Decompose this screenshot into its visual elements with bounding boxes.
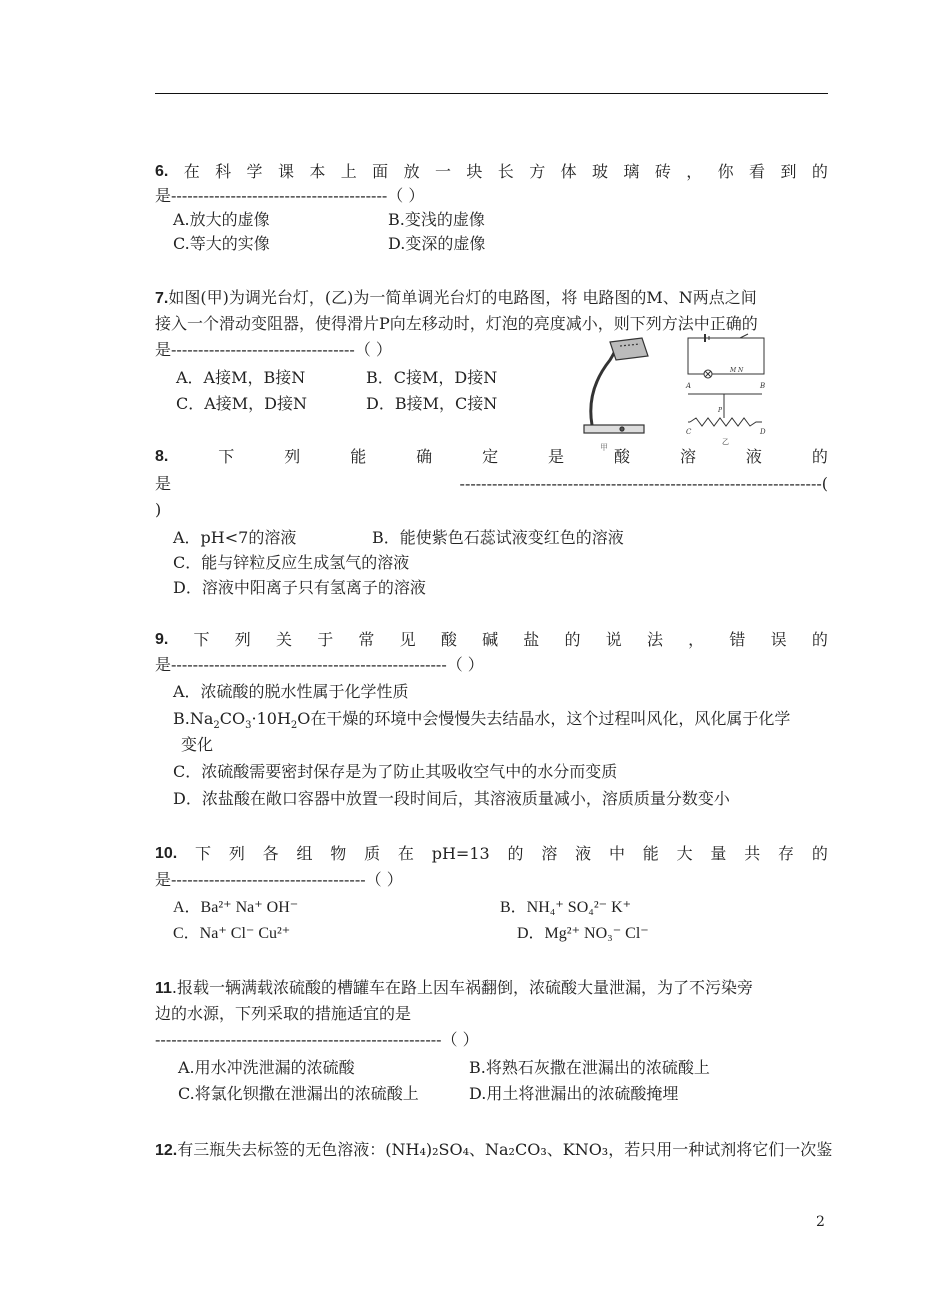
q6-char: 到 (780, 162, 797, 181)
q9-char: 常 (358, 630, 375, 649)
q10-char: 物 (330, 844, 347, 863)
q10-option-b: B．NH₄⁺ SO₄²⁻ K⁺ (500, 899, 632, 916)
q9-char: 于 (317, 630, 334, 649)
q6-char: 块 (466, 162, 483, 181)
q6-option-b: B.变浅的虚像 (388, 210, 485, 229)
label-M: M (730, 367, 737, 374)
q8-char: 溶 (679, 447, 696, 466)
q8-option-b: B．能使紫色石蕊试液变红色的溶液 (372, 528, 624, 547)
q6-char: 长 (497, 162, 514, 181)
q9-option-c: C．浓硫酸需要密封保存是为了防止其吸收空气中的水分而变质 (173, 762, 618, 781)
q10-char: 在 (397, 844, 414, 863)
q9-b-sub: 2 (290, 720, 298, 732)
desk-lamp-illustration (584, 338, 648, 433)
q8-char: 确 (416, 447, 433, 466)
q9-char: 下 (193, 630, 210, 649)
q9-b-text: CO (219, 709, 246, 728)
q8-char: 是 (548, 447, 565, 466)
q6-char: 科 (215, 162, 232, 181)
q9-number: 9. (155, 631, 169, 648)
header-rule (155, 93, 828, 94)
q10-char: 溶 (541, 844, 558, 863)
q11-line3: -----------------------------------------------------（ ） (155, 1030, 479, 1049)
q11-option-b: B.将熟石灰撒在泄漏出的浓硫酸上 (469, 1058, 710, 1077)
q7-line2: 接入一个滑动变阻器，使得滑片P向左移动时，灯泡的亮度减小，则下列方法中正确的 (155, 314, 758, 333)
q10-option-c: C．Na⁺ Cl⁻ Cu²⁺ (173, 925, 291, 942)
q7-option-b: B．C接M，D接N (366, 368, 498, 387)
q6-char: 璃 (623, 162, 640, 181)
q10-line1 (155, 844, 828, 864)
q8-char: 的 (811, 447, 828, 466)
q6-char: 学 (246, 162, 263, 181)
q8-char: 定 (482, 447, 499, 466)
q9-char: 的 (811, 630, 828, 649)
q9-b-sub: 3 (245, 720, 252, 732)
q9-char: ， (688, 630, 705, 649)
q6-char: 一 (434, 162, 451, 181)
q9-char: 盐 (523, 630, 540, 649)
label-C: C (686, 428, 692, 436)
figure-label-jia: 甲 (600, 443, 608, 452)
q9-char: 见 (399, 630, 416, 649)
q11-option-d: D.用土将泄漏出的浓硫酸掩埋 (469, 1084, 679, 1103)
q7-option-a: A．A接M，B接N (176, 368, 306, 387)
q9-b-sub: 2 (213, 720, 220, 732)
q7-line3: 是----------------------------------（ ） (155, 340, 392, 359)
q8-line3: ) (155, 500, 162, 519)
q9-char: 法 (646, 630, 663, 649)
q7-text: 如图(甲)为调光台灯，(乙)为一简单调光台灯的电路图，将 电路图的M、N两点之间 (168, 288, 757, 307)
q10-char: 大 (676, 844, 693, 863)
q6-number: 6. (155, 163, 169, 180)
q6-char: 本 (309, 162, 326, 181)
q9-b-text: O在干燥的环境中会慢慢失去结晶水，这个过程叫风化，风化属于化学 (297, 709, 791, 728)
q10-char: 的 (811, 844, 828, 863)
label-A: A (686, 382, 692, 390)
q10-char: 组 (296, 844, 313, 863)
figure-label-yi: 乙 (722, 438, 729, 446)
q8-option-c: C．能与锌粒反应生成氢气的溶液 (173, 553, 410, 572)
q9-char: 误 (770, 630, 787, 649)
q6-line1 (155, 162, 828, 182)
label-N: N (738, 367, 744, 374)
q9-option-a: A．浓硫酸的脱水性属于化学性质 (173, 682, 409, 701)
q6-char: 上 (340, 162, 357, 181)
q11-line1 (155, 978, 753, 999)
q9-option-d: D．浓盐酸在敞口容器中放置一段时间后，其溶液质量减小，溶质质量分数变小 (173, 789, 730, 808)
q8-char: 下 (218, 447, 235, 466)
q10-char: 中 (608, 844, 625, 863)
lamp-circuit-figure (580, 330, 780, 460)
q6-char: 在 (183, 162, 200, 181)
q8-char: 列 (284, 447, 301, 466)
q8-line2-dash: -------------------------------------------------------------------( (459, 474, 828, 493)
q10-char: 下 (195, 844, 212, 863)
circuit-diagram (688, 334, 764, 426)
q9-char: 列 (234, 630, 251, 649)
q8-line1 (155, 447, 828, 467)
q10-char: 的 (507, 844, 524, 863)
q10-char: 列 (228, 844, 245, 863)
q12-number: 12. (155, 1142, 178, 1159)
page-number: 2 (816, 1214, 825, 1230)
q6-char: 玻 (592, 162, 609, 181)
q6-line2: 是----------------------------------------（ ） (155, 186, 425, 205)
q9-line1 (155, 630, 828, 650)
q8-char: 能 (350, 447, 367, 466)
q8-number: 8. (155, 448, 169, 465)
label-P: P (718, 407, 723, 414)
q10-option-a: A．Ba²⁺ Na⁺ OH⁻ (173, 899, 299, 916)
q9-option-b-continued: 变化 (181, 735, 214, 754)
q12-line1 (155, 1140, 832, 1161)
q8-option-d: D．溶液中阳离子只有氢离子的溶液 (173, 578, 426, 597)
q6-char: 砖 (654, 162, 671, 181)
q11-number: 11 (155, 980, 172, 997)
q9-option-b (173, 709, 791, 732)
q10-option-d: D．Mg²⁺ NO₃⁻ Cl⁻ (517, 925, 649, 942)
q6-char: 的 (811, 162, 828, 181)
q10-char: 存 (778, 844, 795, 863)
q6-option-d: D.变深的虚像 (388, 234, 486, 253)
q6-char: 课 (277, 162, 294, 181)
q9-char: 说 (605, 630, 622, 649)
q10-char: 共 (744, 844, 761, 863)
q10-char: 能 (642, 844, 659, 863)
q7-option-d: D．B接M，C接N (366, 394, 498, 413)
q6-char: ， (686, 162, 703, 181)
q10-char: 质 (364, 844, 381, 863)
q10-line2: 是------------------------------------（ ） (155, 870, 403, 889)
q6-char: 放 (403, 162, 420, 181)
q8-option-a: A．pH<7的溶液 (173, 528, 297, 547)
q8-char: 液 (745, 447, 762, 466)
q9-line2: 是---------------------------------------------------（ ） (155, 655, 484, 674)
q6-char: 面 (372, 162, 389, 181)
q12-text: 有三瓶失去标签的无色溶液：(NH₄)₂SO₄、Na₂CO₃、KNO₃，若只用一种试剂将它们一次鉴 (177, 1140, 833, 1159)
label-B: B (760, 382, 766, 390)
q10-char: 液 (575, 844, 592, 863)
q8-line2 (155, 474, 828, 494)
q8-line2-prefix: 是 (155, 474, 172, 493)
q10-char: 量 (710, 844, 727, 863)
q9-char: 的 (564, 630, 581, 649)
q6-option-c: C.等大的实像 (173, 234, 270, 253)
q9-b-text: B.Na (173, 709, 214, 728)
q10-char: pH=13 (431, 844, 490, 863)
q6-option-a: A.放大的虚像 (173, 210, 270, 229)
q9-char: 关 (275, 630, 292, 649)
q6-char: 看 (749, 162, 766, 181)
q9-b-text: ·10H (251, 709, 291, 728)
q6-char: 体 (560, 162, 577, 181)
q7-number: 7. (155, 290, 169, 307)
q11-option-c: C.将氯化钡撒在泄漏出的浓硫酸上 (178, 1084, 419, 1103)
q9-char: 错 (729, 630, 746, 649)
q11-line2: 边的水源，下列采取的措施适宜的是 (155, 1004, 412, 1023)
q9-char: 酸 (440, 630, 457, 649)
q8-char: 酸 (614, 447, 631, 466)
q10-number: 10. (155, 845, 178, 862)
q10-char: 各 (262, 844, 279, 863)
q6-char: 你 (717, 162, 734, 181)
q6-char: 方 (529, 162, 546, 181)
label-D: D (760, 428, 766, 436)
q7-line1 (155, 288, 757, 309)
q7-option-c: C．A接M，D接N (176, 394, 308, 413)
q9-char: 碱 (482, 630, 499, 649)
q11-text: .报载一辆满载浓硫酸的槽罐车在路上因车祸翻倒，浓硫酸大量泄漏，为了不污染旁 (171, 978, 754, 997)
q11-option-a: A.用水冲洗泄漏的浓硫酸 (178, 1058, 355, 1077)
